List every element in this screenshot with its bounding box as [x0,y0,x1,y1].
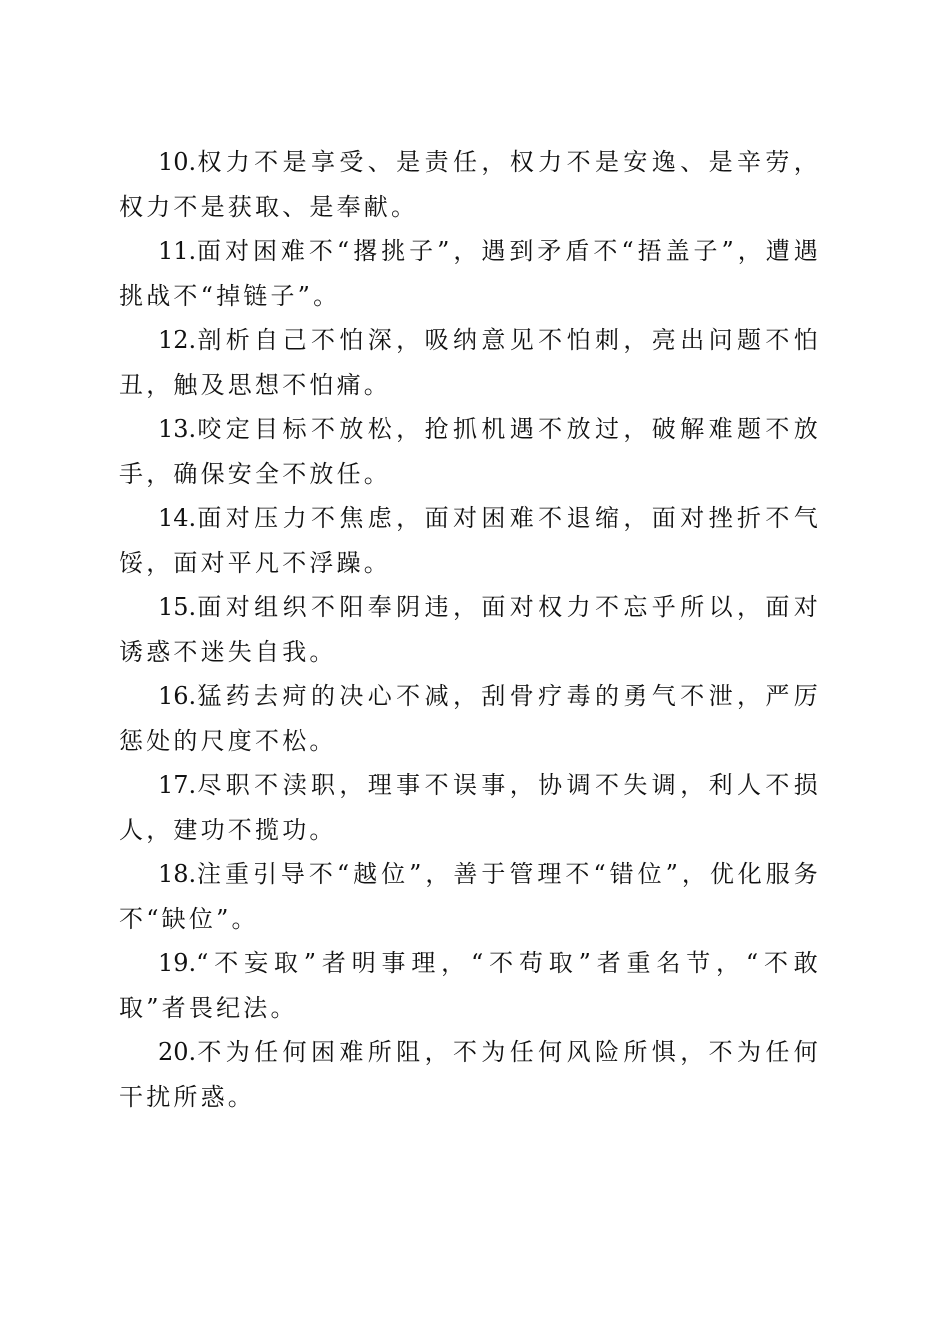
list-item [119,852,821,941]
item-text: 注重引导不“越位”，善于管理不“错位”，优化服务不“缺位”。 [119,860,821,933]
item-text: 咬定目标不放松，抢抓机遇不放过，破解难题不放手，确保安全不放任。 [119,415,821,488]
item-number: 17. [158,771,197,799]
item-text: “不妄取”者明事理，“不苟取”者重名节，“不敢取”者畏纪法。 [119,949,821,1022]
list-item [119,674,821,763]
list-item [119,763,821,852]
list-item [119,407,821,496]
list-item [119,585,821,674]
item-number: 16. [158,682,197,710]
document-body [119,140,821,1119]
list-item [119,229,821,318]
list-item [119,1030,821,1119]
item-text: 尽职不渎职，理事不误事，协调不失调，利人不损人，建功不揽功。 [119,771,821,844]
item-number: 19. [158,949,197,977]
item-text: 猛药去疴的决心不减，刮骨疗毒的勇气不泄，严厉惩处的尺度不松。 [119,682,821,755]
item-number: 14. [158,504,197,532]
list-item [119,941,821,1030]
list-item [119,318,821,407]
item-text: 剖析自己不怕深，吸纳意见不怕刺，亮出问题不怕丑，触及思想不怕痛。 [119,326,821,399]
item-text: 面对组织不阳奉阴违，面对权力不忘乎所以，面对诱惑不迷失自我。 [119,593,821,666]
item-number: 20. [158,1038,197,1066]
list-item [119,140,821,229]
item-number: 18. [158,860,197,888]
item-text: 面对困难不“撂挑子”，遇到矛盾不“捂盖子”，遭遇挑战不“掉链子”。 [119,237,821,310]
item-number: 13. [158,415,197,443]
item-number: 11. [158,237,197,265]
item-text: 不为任何困难所阻，不为任何风险所惧，不为任何干扰所惑。 [119,1038,821,1111]
item-number: 15. [158,593,197,621]
item-number: 12. [158,326,197,354]
item-text: 权力不是享受、是责任，权力不是安逸、是辛劳，权力不是获取、是奉献。 [119,148,821,221]
item-number: 10. [158,148,197,176]
item-text: 面对压力不焦虑，面对困难不退缩，面对挫折不气馁，面对平凡不浮躁。 [119,504,821,577]
list-item [119,496,821,585]
